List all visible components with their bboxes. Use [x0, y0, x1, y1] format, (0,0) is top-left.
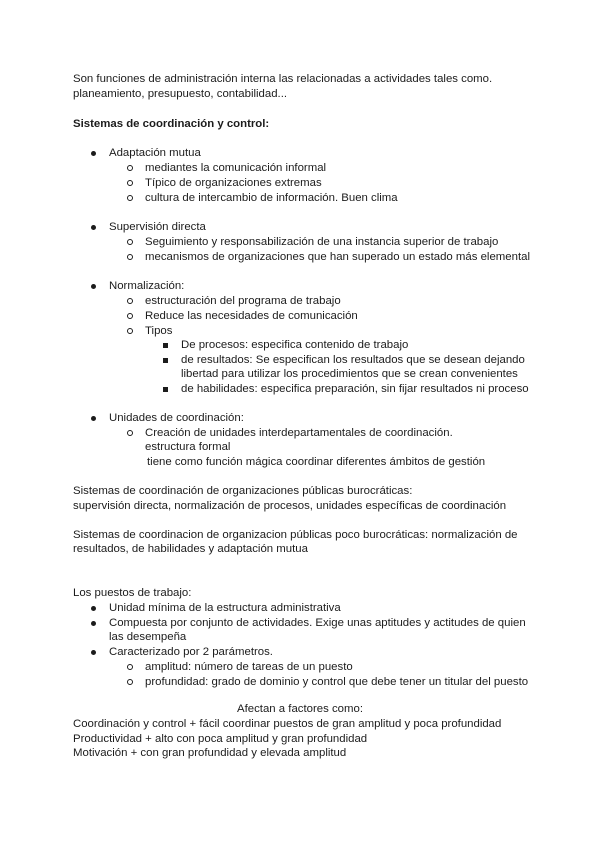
sub-item: Seguimiento y responsabilización de una instancia superior de trabajo	[145, 236, 499, 248]
bullet-adaptacion-mutua: Adaptación mutua	[109, 147, 201, 159]
sub-item: profundidad: grado de dominio y control que debe tener un titular del puesto	[145, 676, 529, 688]
sub-item: mecanismos de organizaciones que han superado un estado más elemental	[145, 251, 530, 263]
puestos-title: Los puestos de trabajo:	[73, 587, 192, 599]
factor-line: Coordinación y control + fácil coordinar puestos de gran amplitud y poca profundidad	[73, 718, 502, 730]
bullet-disc-icon	[91, 151, 96, 156]
bullet-circle-icon	[127, 180, 133, 186]
sub-item-continuation: estructura formal	[145, 441, 231, 453]
tipo-item: de habilidades: especifica preparación, sin fijar resultados ni proceso	[181, 383, 529, 395]
pocoburo-line-2: resultados, de habilidades y adaptación mutua	[73, 543, 308, 555]
factores-title: Afectan a factores como:	[237, 703, 363, 715]
bullet-disc-icon	[91, 650, 96, 655]
bullet-circle-icon	[127, 328, 133, 334]
bullet-disc-icon	[91, 606, 96, 611]
puestos-item: Unidad mínima de la estructura administrativa	[109, 602, 341, 614]
intro-line-2: planeamiento, presupuesto, contabilidad...	[73, 88, 288, 100]
sub-item: estructuración del programa de trabajo	[145, 295, 341, 307]
intro-line-1: Son funciones de administración interna las relacionadas a actividades tales como.	[73, 73, 493, 85]
tipo-item-continuation: libertad para utilizar los procedimientos que se crean convenientes	[181, 368, 518, 380]
bullet-disc-icon	[91, 225, 96, 230]
puestos-item: Caracterizado por 2 parámetros.	[109, 646, 273, 658]
bullet-circle-icon	[127, 679, 133, 685]
pocoburo-line-1: Sistemas de coordinacion de organizacion públicas poco burocráticas: normalización de	[73, 529, 518, 541]
section-heading: Sistemas de coordinación y control:	[73, 118, 270, 130]
bullet-square-icon	[163, 343, 168, 348]
bullet-circle-icon	[127, 165, 133, 171]
bullet-circle-icon	[127, 298, 133, 304]
bullet-disc-icon	[91, 416, 96, 421]
puestos-item: Compuesta por conjunto de actividades. Exige unas aptitudes y actitudes de quien	[109, 617, 526, 629]
bullet-disc-icon	[91, 621, 96, 626]
bullet-circle-icon	[127, 664, 133, 670]
factor-line: Motivación + con gran profundidad y elevada amplitud	[73, 747, 347, 759]
bullet-circle-icon	[127, 313, 133, 319]
bullet-unidades-coordinacion: Unidades de coordinación:	[109, 412, 244, 424]
bullet-circle-icon	[127, 239, 133, 245]
sub-item: amplitud: número de tareas de un puesto	[145, 661, 353, 673]
bullet-square-icon	[163, 358, 168, 363]
tipo-item: de resultados: Se especifican los resultados que se desean dejando	[181, 354, 525, 366]
sub-item-continuation: tiene como función mágica coordinar diferentes ámbitos de gestión	[147, 456, 486, 468]
sub-item: Típico de organizaciones extremas	[145, 177, 322, 189]
bullet-normalizacion: Normalización:	[109, 280, 185, 292]
bullet-circle-icon	[127, 430, 133, 436]
puestos-item-continuation: las desempeña	[109, 631, 187, 643]
sub-item: cultura de intercambio de información. Buen clima	[145, 192, 398, 204]
bullet-circle-icon	[127, 254, 133, 260]
tipo-item: De procesos: especifica contenido de trabajo	[181, 339, 409, 351]
sub-item: Reduce las necesidades de comunicación	[145, 310, 358, 322]
bullet-square-icon	[163, 387, 168, 392]
factor-line: Productividad + alto con poca amplitud y gran profundidad	[73, 733, 368, 745]
sub-item: Creación de unidades interdepartamentales de coordinación.	[145, 427, 453, 439]
bullet-supervision-directa: Supervisión directa	[109, 221, 206, 233]
sub-item-tipos: Tipos	[145, 325, 173, 337]
sub-item: mediantes la comunicación informal	[145, 162, 327, 174]
bullet-disc-icon	[91, 284, 96, 289]
bullet-circle-icon	[127, 195, 133, 201]
buro-line-2: supervisión directa, normalización de procesos, unidades específicas de coordinación	[73, 500, 507, 512]
buro-line-1: Sistemas de coordinación de organizaciones públicas burocráticas:	[73, 485, 413, 497]
